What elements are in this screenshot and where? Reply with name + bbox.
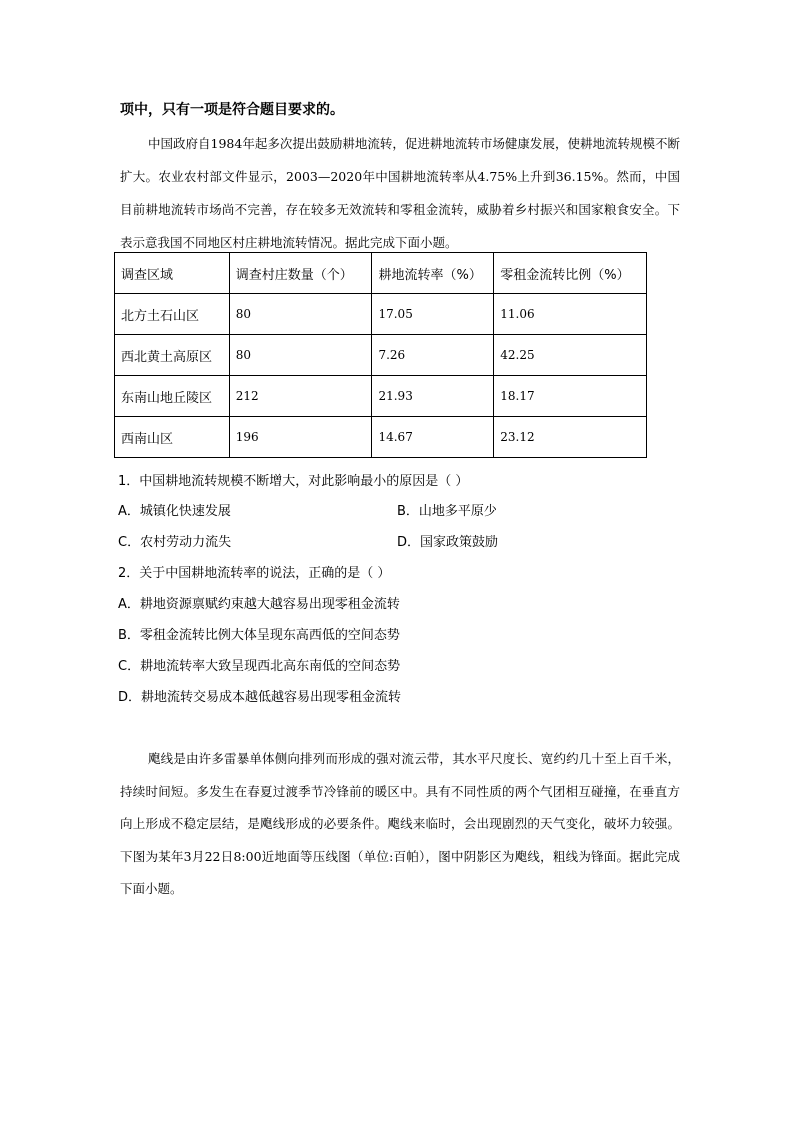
cell-village-count: 196 <box>229 417 372 458</box>
survey-table <box>114 252 647 458</box>
cell-transfer-rate: 21.93 <box>372 376 494 417</box>
cell-region: 北方土石山区 <box>115 294 230 335</box>
question-2-option-b: B．零租金流转比例大体呈现东高西低的空间态势 <box>118 628 400 643</box>
table-row <box>115 376 647 417</box>
question-1-option-b: B．山地多平原少 <box>397 504 497 519</box>
question-1-option-d: D．国家政策鼓励 <box>397 535 499 550</box>
question-2-option-c: C．耕地流转率大致呈现西北高东南低的空间态势 <box>118 659 401 674</box>
passage-squall-line: 飑线是由许多雷暴单体侧向排列而形成的强对流云带，其水平尺度长、宽约约几十至上百千米，持续时间短。多发生在春夏过渡季节冷锋前的暖区中。具有不同性质的两个气团相互碰撞，在垂直方向上形成不稳定层结，是飑线形成的必要条件。飑线来临时，会出现剧烈的天气变化，破坏力较强。下图为某年3月22日8:00近地面等压线图（单位:百帕），图中阴影区为飑线，粗线为锋面。据此完成下面小题。 <box>120 751 680 896</box>
section-heading: 项中，只有一项是符合题目要求的。 <box>120 102 344 118</box>
cell-village-count: 80 <box>229 335 372 376</box>
cell-village-count: 80 <box>229 294 372 335</box>
cell-zero-rent-ratio: 11.06 <box>494 294 647 335</box>
question-2-option-a: A．耕地资源禀赋约束越大越容易出现零租金流转 <box>118 597 400 612</box>
question-2-stem: 2．关于中国耕地流转率的说法，正确的是（ ） <box>118 566 391 581</box>
header-region: 调查区域 <box>115 253 230 294</box>
cell-transfer-rate: 14.67 <box>372 417 494 458</box>
header-village-count: 调查村庄数量（个） <box>229 253 372 294</box>
cell-region: 东南山地丘陵区 <box>115 376 230 417</box>
cell-region: 西北黄土高原区 <box>115 335 230 376</box>
question-1-stem: 1．中国耕地流转规模不断增大，对此影响最小的原因是（ ） <box>118 474 469 489</box>
table-row <box>115 417 647 458</box>
cell-transfer-rate: 7.26 <box>372 335 494 376</box>
table-header-row <box>115 253 647 294</box>
header-transfer-rate: 耕地流转率（%） <box>372 253 494 294</box>
table-row <box>115 335 647 376</box>
cell-zero-rent-ratio: 42.25 <box>494 335 647 376</box>
cell-zero-rent-ratio: 18.17 <box>494 376 647 417</box>
table-row <box>115 294 647 335</box>
cell-zero-rent-ratio: 23.12 <box>494 417 647 458</box>
question-1-option-a: A．城镇化快速发展 <box>118 504 231 519</box>
question-1-option-c: C．农村劳动力流失 <box>118 535 232 550</box>
cell-region: 西南山区 <box>115 417 230 458</box>
passage-land-transfer: 中国政府自1984年起多次提出鼓励耕地流转，促进耕地流转市场健康发展，使耕地流转规模不断扩大。农业农村部文件显示，2003—2020年中国耕地流转率从4.75%上升到36.15%。然而，中国目前耕地流转市场尚不完善，存在较多无效流转和零租金流转，威胁着乡村振兴和国家粮食安全。下表示意我国不同地区村庄耕地流转情况。据此完成下面小题。 <box>120 136 680 250</box>
cell-village-count: 212 <box>229 376 372 417</box>
question-2-option-d: D．耕地流转交易成本越低越容易出现零租金流转 <box>118 690 402 705</box>
cell-transfer-rate: 17.05 <box>372 294 494 335</box>
header-zero-rent-ratio: 零租金流转比例（%） <box>494 253 647 294</box>
